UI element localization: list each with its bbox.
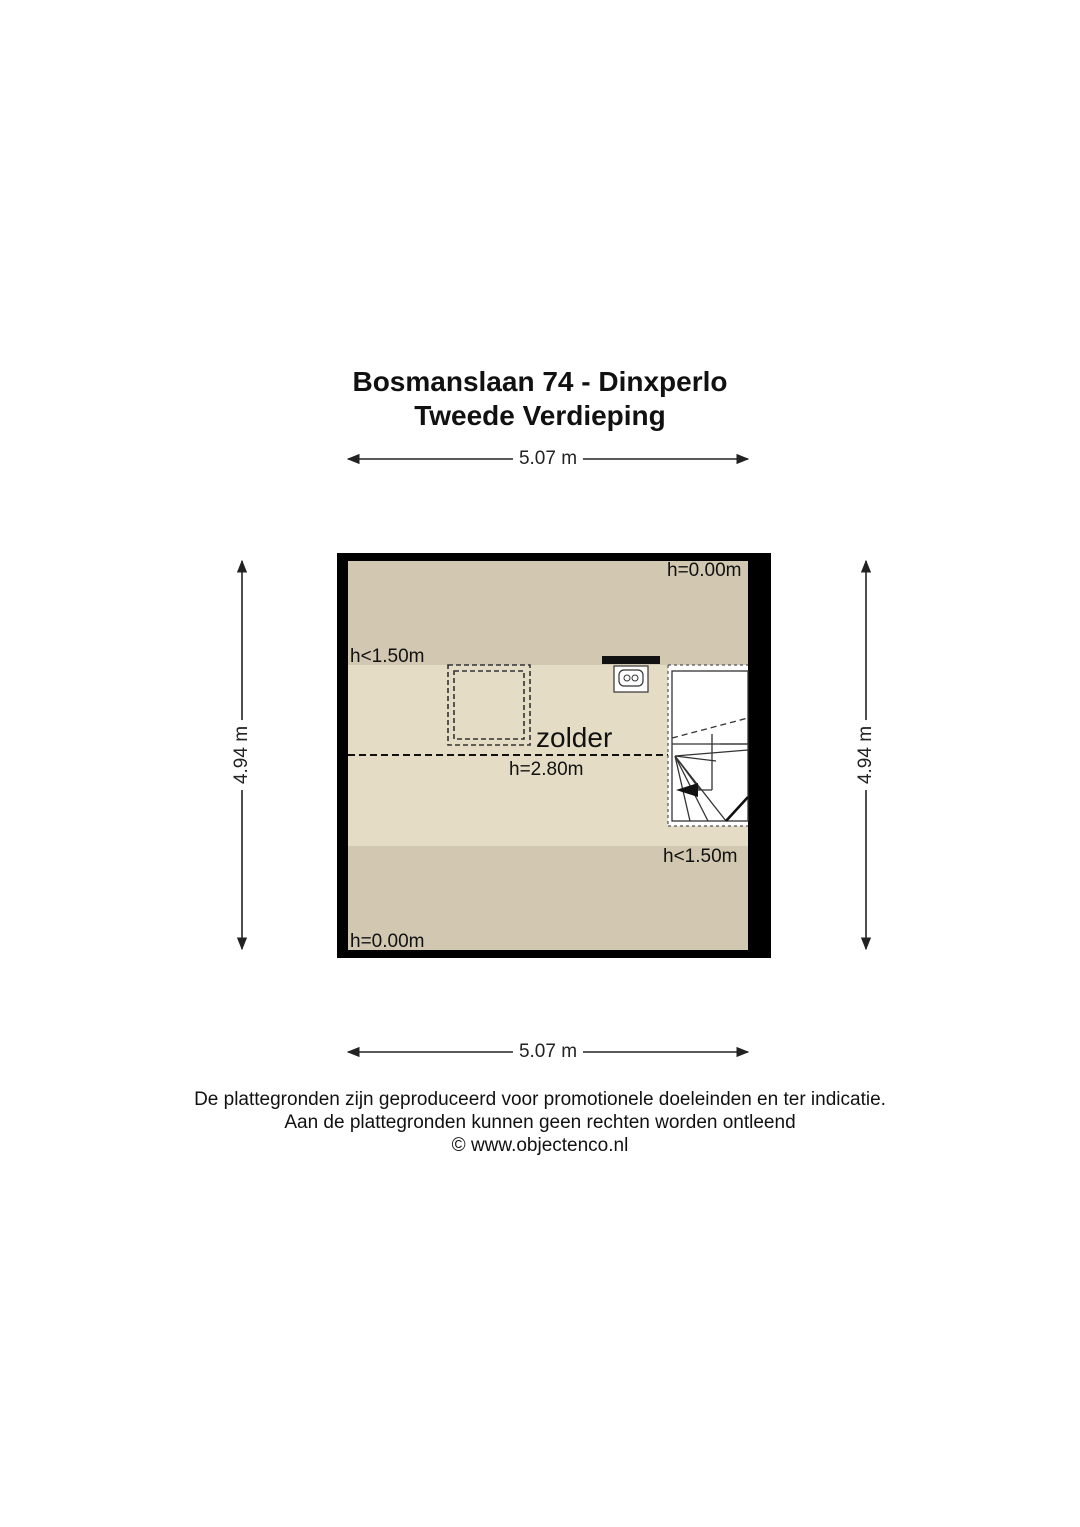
height-label-top-right: h=0.00m [667, 560, 742, 581]
disclaimer-line-2: Aan de plattegronden kunnen geen rechten worden ontleend [284, 1112, 796, 1133]
boiler-unit [614, 666, 648, 692]
plan-title: Bosmanslaan 74 - Dinxperlo [352, 366, 728, 397]
ridge-height-label: h=2.80m [509, 759, 584, 780]
height-label-bottom-left: h=0.00m [350, 931, 425, 952]
chimney-wall [602, 656, 660, 664]
top-width-label: 5.07 m [513, 448, 583, 470]
room-name-label: zolder [536, 722, 613, 753]
right-height-label: 4.94 m [855, 720, 877, 790]
height-label-lower-right: h<1.50m [663, 846, 738, 867]
left-height-label: 4.94 m [231, 720, 253, 790]
staircase [668, 665, 748, 826]
bottom-width-label: 5.07 m [513, 1041, 583, 1063]
height-label-upper-left: h<1.50m [350, 646, 425, 667]
floor-name: Tweede Verdieping [414, 400, 666, 431]
disclaimer-line-1: De plattegronden zijn geproduceerd voor promotionele doeleinden en ter indicatie. [194, 1089, 886, 1110]
copyright-line: © www.objectenco.nl [451, 1135, 629, 1156]
